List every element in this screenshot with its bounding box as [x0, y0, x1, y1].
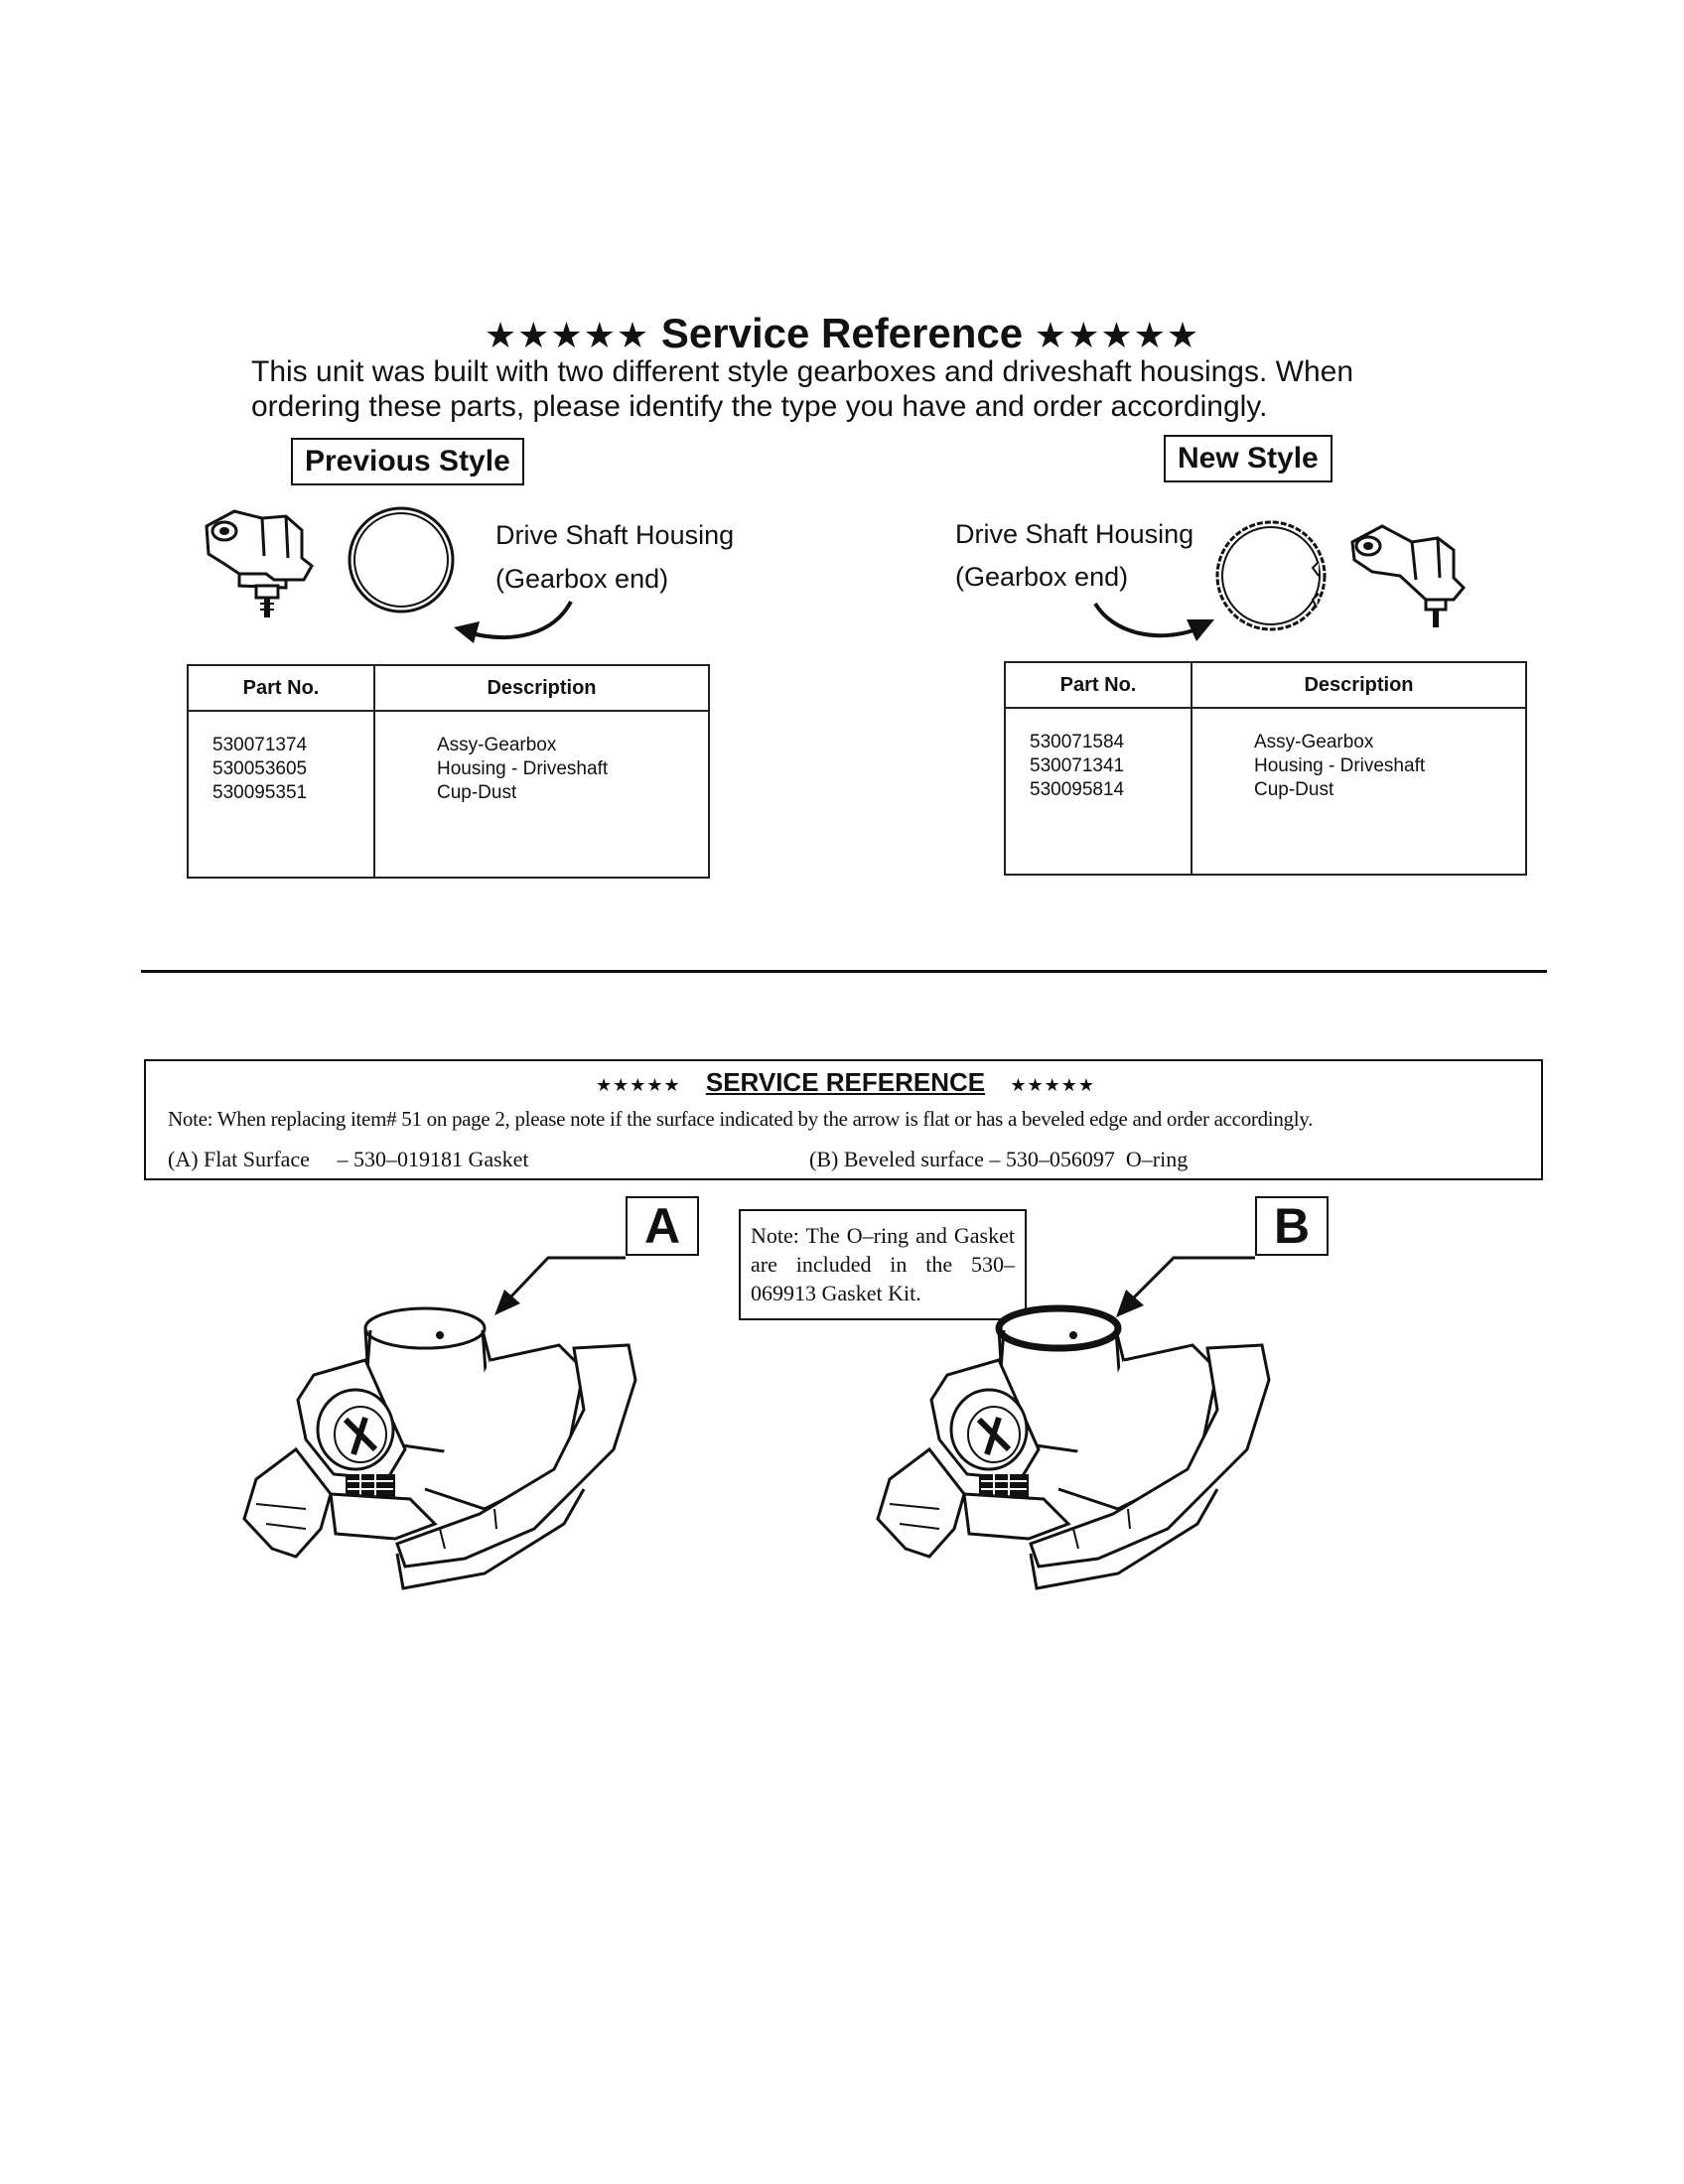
service-stars-left: ★★★★★ [595, 1075, 681, 1095]
option-b-text: (B) Beveled surface – 530–056097 O–ring [809, 1147, 1189, 1171]
previous-callout-line-2: (Gearbox end) [495, 564, 669, 594]
new-callout-line-1: Drive Shaft Housing [955, 519, 1194, 549]
table-cell: 530095814 [1030, 779, 1125, 800]
new-style-label: New Style [1164, 435, 1333, 482]
new-arrow-icon [1087, 594, 1226, 648]
table-cell: Assy-Gearbox [437, 735, 557, 755]
previous-housing-ring-illustration [346, 504, 457, 615]
table-cell: Assy-Gearbox [1254, 732, 1374, 752]
previous-callout-line-1: Drive Shaft Housing [495, 520, 735, 550]
table-cell: Housing - Driveshaft [1254, 755, 1426, 776]
figure-b-label: B [1255, 1196, 1329, 1256]
figure-b-crankcase-illustration [870, 1300, 1287, 1608]
table-cell: 530095351 [212, 782, 308, 803]
previous-header-part-no: Part No. [188, 665, 374, 711]
intro-line-2: ordering these parts, please identify the type you have and order accordingly. [251, 390, 1268, 423]
previous-arrow-icon [442, 596, 581, 650]
new-callout-line-2: (Gearbox end) [955, 562, 1129, 592]
table-cell: 530071374 [212, 735, 308, 755]
new-descriptions [1192, 708, 1526, 875]
table-cell: Housing - Driveshaft [437, 758, 609, 779]
table-cell: 530071341 [1030, 755, 1125, 776]
option-a-text: (A) Flat Surface – 530–019181 Gasket [168, 1147, 529, 1171]
figure-a-label: A [626, 1196, 699, 1256]
table-cell: 530071584 [1030, 732, 1125, 752]
new-parts-table [1004, 661, 1527, 876]
service-title-text: SERVICE REFERENCE [705, 1067, 986, 1097]
new-part-numbers [1005, 708, 1192, 875]
title-stars-left: ★★★★★ [484, 315, 650, 355]
service-reference-title [146, 1067, 1545, 1098]
intro-line-1: This unit was built with two different style gearboxes and driveshaft housings. When [251, 355, 1354, 388]
page-title [0, 310, 1684, 357]
previous-parts-table [187, 664, 710, 879]
previous-style-label: Previous Style [291, 438, 524, 485]
new-gearbox-illustration [1342, 516, 1476, 635]
previous-part-numbers [188, 711, 374, 878]
previous-gearbox-illustration [195, 496, 329, 630]
table-cell: 530053605 [212, 758, 308, 779]
previous-header-description: Description [374, 665, 709, 711]
previous-descriptions [374, 711, 709, 878]
table-cell: Cup-Dust [1254, 779, 1334, 800]
figure-a-crankcase-illustration [236, 1300, 653, 1608]
title-stars-right: ★★★★★ [1034, 315, 1200, 355]
service-stars-right: ★★★★★ [1010, 1075, 1096, 1095]
gasket-kit-note: Note: The O–ring and Gasket are included in the 530–069913 Gasket Kit. [739, 1209, 1027, 1320]
title-text: Service Reference [660, 310, 1024, 356]
new-header-description: Description [1192, 662, 1526, 708]
section-divider [141, 970, 1547, 973]
service-note: Note: When replacing item# 51 on page 2, please note if the surface indicated by the arrow is flat or has a beveled edge and order accordingly. [168, 1107, 1314, 1131]
table-cell: Cup-Dust [437, 782, 517, 803]
service-reference-box [144, 1059, 1543, 1180]
intro-text [251, 354, 1542, 424]
new-header-part-no: Part No. [1005, 662, 1192, 708]
new-housing-ring-illustration [1213, 518, 1329, 633]
